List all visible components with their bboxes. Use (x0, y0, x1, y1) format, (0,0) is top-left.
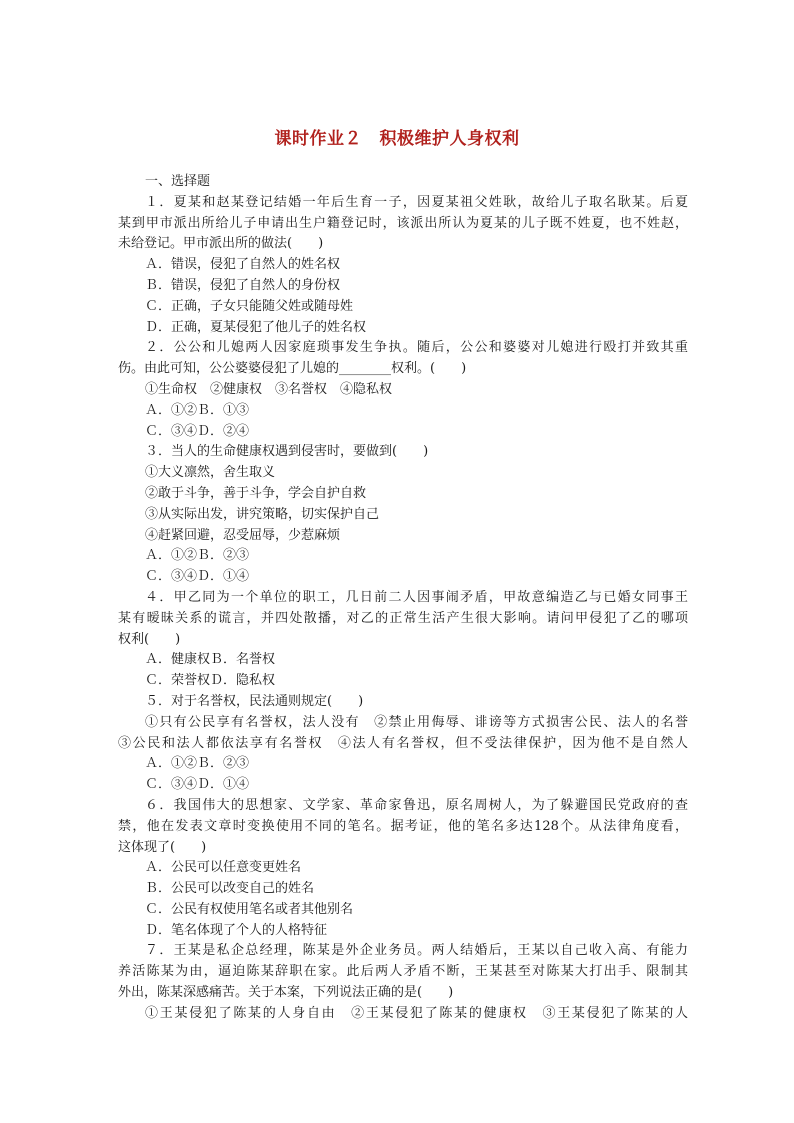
text-line: Ｃ．③④Ｄ．①④ (145, 777, 250, 793)
text-line: ５．对于名誉权，民法通则规定( ) (145, 693, 364, 709)
section-heading: 一、选择题 (145, 174, 211, 189)
text-line: ２．公公和儿媳两人因家庭琐事发生争执。随后，公公和婆婆对儿媳进行殴打并致其重 (145, 340, 688, 356)
text-line: Ｃ．正确，子女只能随父姓或随母姓 (145, 298, 354, 314)
text-line: Ｃ．③④Ｄ．①④ (145, 569, 250, 585)
text-line: ①只有公民享有名誉权，法人没有 ②禁止用侮辱、诽谤等方式损害公民、法人的名誉 (145, 714, 688, 730)
text-line: ③公民和法人都依法享有名誉权 ④法人有名誉权，但不受法律保护，因为他不是自然人 (118, 735, 688, 751)
text-line: Ｃ．公民有权使用笔名或者其他别名 (145, 901, 354, 917)
text-line: 禁，他在发表文章时变换使用不同的笔名。据考证，他的笔名多达128个。从法律角度看， (118, 818, 688, 834)
text-line: Ａ．①②Ｂ．②③ (145, 756, 250, 772)
text-line: Ｂ．错误，侵犯了自然人的身份权 (145, 277, 341, 293)
text-line: Ｂ．公民可以改变自己的姓名 (145, 881, 315, 897)
text-line: １．夏某和赵某登记结婚一年后生育一子，因夏某祖父姓耿，故给儿子取名耿某。后夏 (145, 194, 688, 210)
text-line: ３．当人的生命健康权遇到侵害时，要做到( ) (145, 444, 429, 460)
text-line: Ａ．①②Ｂ．①③ (145, 402, 250, 418)
text-line: Ｃ．③④Ｄ．②④ (145, 423, 250, 439)
text-line: 某到甲市派出所给儿子申请出生户籍登记时，该派出所认为夏某的儿子既不姓夏，也不姓赵， (118, 215, 688, 231)
text-line: Ａ．①②Ｂ．②③ (145, 548, 250, 564)
text-line: 未给登记。甲市派出所的做法( ) (118, 236, 324, 252)
text-line: ６．我国伟大的思想家、文学家、革命家鲁迅，原名周树人，为了躲避国民党政府的查 (145, 797, 688, 813)
text-line: 某有暧昧关系的谎言，并四处散播，对乙的正常生活产生很大影响。请问甲侵犯了乙的哪项 (118, 610, 688, 626)
text-line: 这体现了( ) (118, 839, 207, 855)
text-line: Ａ．健康权Ｂ．名誉权 (145, 652, 276, 668)
text-line: Ｄ．笔名体现了个人的人格特征 (145, 922, 328, 938)
text-line: 养活陈某为由，逼迫陈某辞职在家。此后两人矛盾不断，王某甚至对陈某大打出手、限制其 (118, 964, 688, 980)
text-line: ①王某侵犯了陈某的人身自由 ②王某侵犯了陈某的健康权 ③王某侵犯了陈某的人 (145, 1005, 688, 1021)
text-line: Ｃ．荣誉权Ｄ．隐私权 (145, 673, 276, 689)
text-line: ①生命权 ②健康权 ③名誉权 ④隐私权 (145, 381, 393, 397)
page-title: 课时作业２ 积极维护人身权利 (274, 129, 520, 149)
text-line: ①大义凛然，舍生取义 (145, 465, 276, 481)
text-line: 伤。由此可知，公公婆婆侵犯了儿媳的________权利。( ) (118, 361, 467, 377)
text-line: 外出，陈某深感痛苦。关于本案，下列说法正确的是( ) (118, 985, 454, 1001)
text-line: Ａ．公民可以任意变更姓名 (145, 860, 302, 876)
text-line: Ａ．错误，侵犯了自然人的姓名权 (145, 257, 341, 273)
text-line: 权利( ) (118, 631, 181, 647)
text-line: ４．甲乙同为一个单位的职工，几日前二人因事闹矛盾，甲故意编造乙与已婚女同事王 (145, 589, 688, 605)
text-line: ②敢于斗争，善于斗争，学会自护自救 (145, 485, 367, 501)
text-line: Ｄ．正确，夏某侵犯了他儿子的姓名权 (145, 319, 367, 335)
document-body (118, 172, 688, 1025)
text-line: ④赶紧回避，忍受屈辱，少惹麻烦 (145, 527, 341, 543)
text-line: ③从实际出发，讲究策略，切实保护自己 (145, 506, 380, 522)
question-lines (118, 193, 688, 1025)
text-line: ７．王某是私企总经理，陈某是外企业务员。两人结婚后，王某以自己收入高、有能力 (145, 943, 688, 959)
